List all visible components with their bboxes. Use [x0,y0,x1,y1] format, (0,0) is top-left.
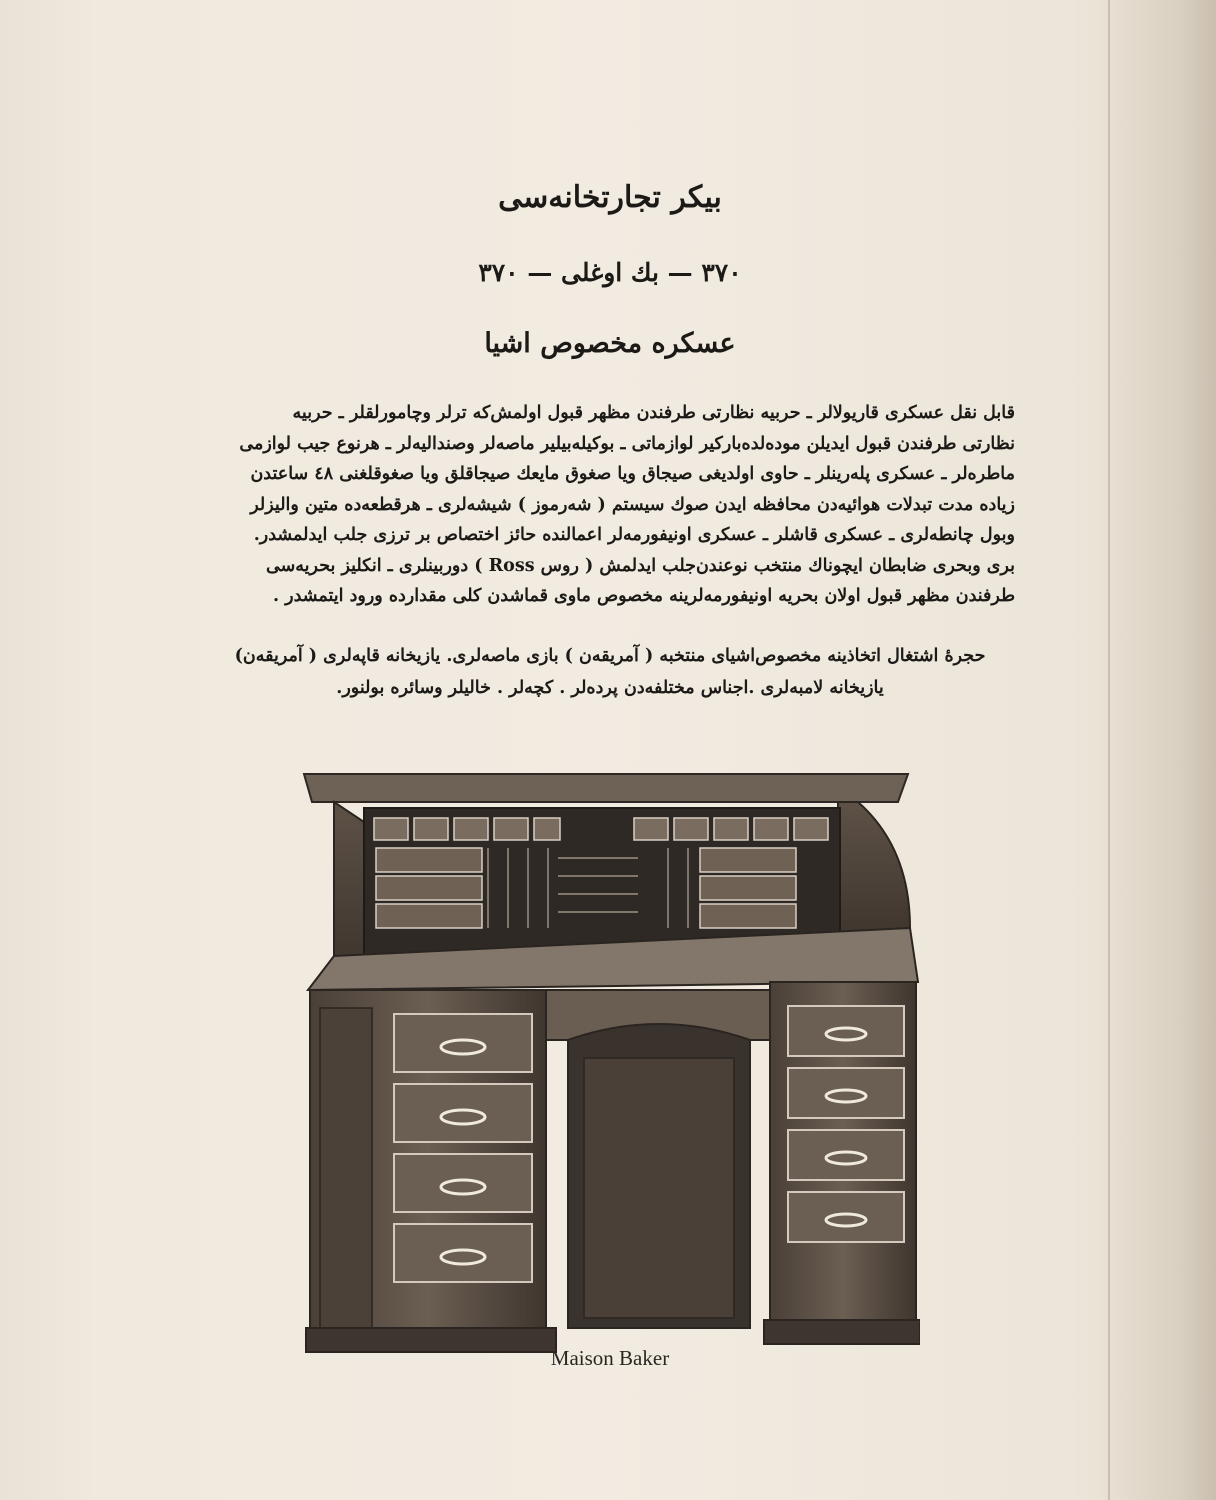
paragraph-line: قابل نقل عسکری قاریولالر ـ حربیه نظارتی طرفندن مظهر قبول اولمش‌که ترلر وچامورلقلر ـ حربیه [292,403,1015,423]
spine-shadow [1096,0,1216,1500]
second-paragraph [205,640,1015,704]
paragraph-line: زیاده مدت تبدلات هوائیه‌دن محافظه ایدن صوك سیستم ( شه‌رموز ) شیشه‌لری ـ هرقطعه‌ده متین والیزلر [250,494,1015,515]
section-title: عسکره مخصوص اشیا [484,328,736,359]
paragraph-line: نظارتی طرفندن قبول ایدیلن موده‌لده‌بارکیر لوازماتی ـ بوکیله‌بیلیر ماصه‌لر وصندالیه‌لر ـ هرنوع جیب لوازمی [239,433,1015,454]
main-paragraph [205,398,1015,612]
paragraph-line: بری وبحری ضابطان ایچوناك منتخب نوعندن‌جلب ایدلمش ( روس Ross ) دوربینلری ـ انکلیز بحریه‌سی [266,555,1015,576]
paragraph-line: وبول چانطه‌لری ـ عسکری قاشلر ـ عسکری اونیفورمه‌لر اعمالنده حائز اختصاص بر ترزی جلب ایدلمشدر. [253,525,1015,545]
roll-top-desk-illustration [298,768,920,1356]
paragraph-line: حجرهٔ اشتغال اتخاذینه مخصوص‌اشیای منتخبه ( آمریقه‌ن ) بازی ماصه‌لری. یازیخانه قاپه‌لری ( آمریقه‌ن) [234,646,986,666]
paragraph-line: یازیخانه لامبه‌لری .اجناس مختلفه‌دن پرده‌لر . کچه‌لر . خالیلر وسائره بولنور. [336,678,884,698]
spine-fold-line [1108,0,1110,1500]
page-title: بیکر تجارتخانه‌سی [498,180,722,215]
caption: Maison Baker [550,1346,670,1370]
paragraph-line: طرفندن مظهر قبول اولان بحریه اونیفورمه‌لرینه مخصوص ماوی قماشدن کلی مقدارده ورود ایتمشدر . [272,586,1015,606]
address-line: ٣٧٠ — بك اوغلی — ٣٧٠ [478,258,742,287]
paragraph-line: ماطره‌لر ـ عسکری پله‌رینلر ـ حاوی اولدیغی صیجاق ویا صغوق مایعك صیجاقلق ویا صغوقلغنی ٤٨ ساعتدن [250,464,1015,484]
